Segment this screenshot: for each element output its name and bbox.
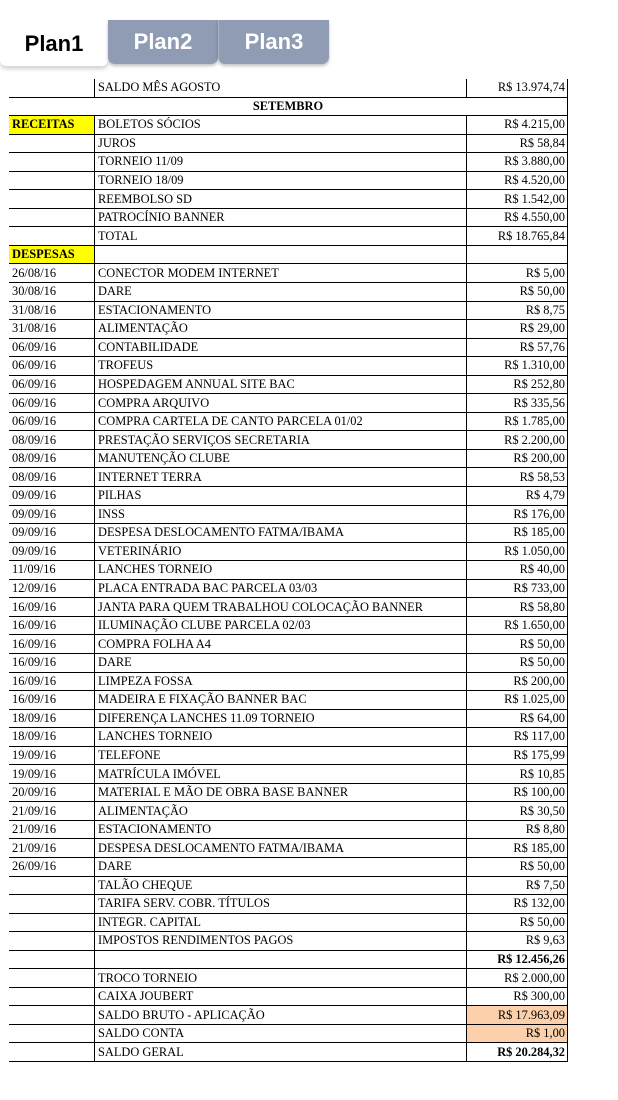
- table-row: [9, 357, 568, 376]
- table-row: [9, 171, 568, 190]
- table-row: [9, 524, 568, 543]
- despesa-desc[interactable]: MADEIRA E FIXAÇÃO BANNER BAC: [95, 691, 467, 710]
- cell[interactable]: [9, 1024, 95, 1043]
- footer-desc[interactable]: CAIXA JOUBERT: [95, 987, 467, 1006]
- table-row: [9, 79, 568, 97]
- despesa-value[interactable]: R$ 10,85: [467, 765, 568, 784]
- despesa-value[interactable]: R$ 8,80: [467, 820, 568, 839]
- despesa-desc[interactable]: DIFERENÇA LANCHES 11.09 TORNEIO: [95, 709, 467, 728]
- month-title[interactable]: SETEMBRO: [9, 97, 568, 116]
- receita-desc[interactable]: TORNEIO 11/09: [95, 153, 467, 172]
- despesa-desc[interactable]: JANTA PARA QUEM TRABALHOU COLOCAÇÃO BANNER: [95, 598, 467, 617]
- receita-value[interactable]: R$ 18.765,84: [467, 227, 568, 246]
- table-row: [9, 301, 568, 320]
- despesa-value[interactable]: R$ 733,00: [467, 579, 568, 598]
- despesa-desc[interactable]: PRESTAÇÃO SERVIÇOS SECRETARIA: [95, 431, 467, 450]
- despesa-value[interactable]: R$ 9,63: [467, 932, 568, 951]
- cell[interactable]: [9, 153, 95, 172]
- despesa-date[interactable]: 11/09/16: [9, 561, 95, 580]
- despesa-desc[interactable]: IMPOSTOS RENDIMENTOS PAGOS: [95, 932, 467, 951]
- table-row: [9, 412, 568, 431]
- despesa-value[interactable]: R$ 100,00: [467, 783, 568, 802]
- cell[interactable]: [9, 190, 95, 209]
- despesa-date[interactable]: 31/08/16: [9, 301, 95, 320]
- cell[interactable]: [9, 134, 95, 153]
- cell[interactable]: [9, 208, 95, 227]
- receita-value[interactable]: R$ 4.550,00: [467, 208, 568, 227]
- despesa-value[interactable]: R$ 176,00: [467, 505, 568, 524]
- despesa-date[interactable]: 09/09/16: [9, 505, 95, 524]
- despesa-value[interactable]: R$ 58,53: [467, 468, 568, 487]
- despesa-value[interactable]: R$ 117,00: [467, 728, 568, 747]
- despesa-date[interactable]: 06/09/16: [9, 357, 95, 376]
- despesa-desc[interactable]: DESPESA DESLOCAMENTO FATMA/IBAMA: [95, 524, 467, 543]
- despesa-desc[interactable]: INSS: [95, 505, 467, 524]
- saldo-agosto-value[interactable]: R$ 13.974,74: [467, 79, 568, 97]
- despesa-date[interactable]: 26/09/16: [9, 857, 95, 876]
- despesa-value[interactable]: R$ 50,00: [467, 283, 568, 302]
- table-row: [9, 598, 568, 617]
- despesa-date[interactable]: [9, 932, 95, 951]
- table-row: [9, 227, 568, 246]
- despesa-date[interactable]: 19/09/16: [9, 746, 95, 765]
- despesa-desc[interactable]: VETERINÁRIO: [95, 542, 467, 561]
- despesa-desc[interactable]: INTEGR. CAPITAL: [95, 913, 467, 932]
- despesa-date[interactable]: 09/09/16: [9, 487, 95, 506]
- table-row: [9, 579, 568, 598]
- table-row: [9, 394, 568, 413]
- despesa-date[interactable]: [9, 876, 95, 895]
- table-row: [9, 950, 568, 969]
- despesa-desc[interactable]: LIMPEZA FOSSA: [95, 672, 467, 691]
- table-row: [9, 709, 568, 728]
- despesa-date[interactable]: 16/09/16: [9, 635, 95, 654]
- receita-desc[interactable]: PATROCÍNIO BANNER: [95, 208, 467, 227]
- tab-plan1[interactable]: Plan1: [0, 22, 108, 66]
- table-row: [9, 746, 568, 765]
- despesa-value[interactable]: R$ 252,80: [467, 375, 568, 394]
- table-row: [9, 208, 568, 227]
- table-row: [9, 895, 568, 914]
- despesa-date[interactable]: 21/09/16: [9, 802, 95, 821]
- despesa-value[interactable]: R$ 1.050,00: [467, 542, 568, 561]
- table-row: [9, 635, 568, 654]
- tab-plan2[interactable]: Plan2: [108, 20, 218, 64]
- receita-value[interactable]: R$ 4.215,00: [467, 116, 568, 135]
- despesa-value[interactable]: R$ 1.650,00: [467, 616, 568, 635]
- despesa-date[interactable]: 26/08/16: [9, 264, 95, 283]
- despesa-date[interactable]: 19/09/16: [9, 765, 95, 784]
- tab-plan3[interactable]: Plan3: [218, 20, 329, 64]
- despesa-desc[interactable]: MATERIAL E MÃO DE OBRA BASE BANNER: [95, 783, 467, 802]
- table-row: [9, 116, 568, 135]
- despesa-value[interactable]: R$ 29,00: [467, 320, 568, 339]
- footer-value[interactable]: R$ 2.000,00: [467, 969, 568, 988]
- despesa-desc[interactable]: PLACA ENTRADA BAC PARCELA 03/03: [95, 579, 467, 598]
- sheet-tab-bar: [0, 0, 618, 70]
- despesa-date[interactable]: 09/09/16: [9, 524, 95, 543]
- table-row: [9, 691, 568, 710]
- despesas-label[interactable]: DESPESAS: [9, 245, 95, 264]
- table-row: [9, 1024, 568, 1043]
- despesa-desc[interactable]: TALÃO CHEQUE: [95, 876, 467, 895]
- despesa-date[interactable]: 18/09/16: [9, 709, 95, 728]
- receita-desc[interactable]: REEMBOLSO SD: [95, 190, 467, 209]
- cell[interactable]: [9, 950, 95, 969]
- cell[interactable]: [467, 245, 568, 264]
- cell[interactable]: [95, 245, 467, 264]
- despesa-value[interactable]: R$ 4,79: [467, 487, 568, 506]
- despesa-desc[interactable]: CONECTOR MODEM INTERNET: [95, 264, 467, 283]
- despesa-value[interactable]: R$ 40,00: [467, 561, 568, 580]
- despesa-date[interactable]: 16/09/16: [9, 616, 95, 635]
- despesa-desc[interactable]: INTERNET TERRA: [95, 468, 467, 487]
- despesa-desc[interactable]: COMPRA CARTELA DE CANTO PARCELA 01/02: [95, 412, 467, 431]
- despesa-desc[interactable]: TROFEUS: [95, 357, 467, 376]
- despesa-desc[interactable]: ESTACIONAMENTO: [95, 820, 467, 839]
- despesa-desc[interactable]: ALIMENTAÇÃO: [95, 320, 467, 339]
- table-row: [9, 449, 568, 468]
- despesa-date[interactable]: 08/09/16: [9, 468, 95, 487]
- table-row: [9, 375, 568, 394]
- despesa-value[interactable]: R$ 58,80: [467, 598, 568, 617]
- cell[interactable]: [9, 79, 95, 97]
- despesa-desc[interactable]: MANUTENÇÃO CLUBE: [95, 449, 467, 468]
- despesa-date[interactable]: 06/09/16: [9, 412, 95, 431]
- footer-value[interactable]: R$ 300,00: [467, 987, 568, 1006]
- table-row: [9, 264, 568, 283]
- table-row: [9, 431, 568, 450]
- table-row: [9, 1006, 568, 1025]
- despesa-value[interactable]: R$ 5,00: [467, 264, 568, 283]
- table-row: [9, 616, 568, 635]
- table-row: [9, 134, 568, 153]
- table-row: [9, 542, 568, 561]
- receita-value[interactable]: R$ 58,84: [467, 134, 568, 153]
- despesa-desc[interactable]: COMPRA FOLHA A4: [95, 635, 467, 654]
- despesa-desc[interactable]: TARIFA SERV. COBR. TÍTULOS: [95, 895, 467, 914]
- despesa-desc[interactable]: MATRÍCULA IMÓVEL: [95, 765, 467, 784]
- despesa-value[interactable]: R$ 1.025,00: [467, 691, 568, 710]
- despesa-desc[interactable]: HOSPEDAGEM ANNUAL SITE BAC: [95, 375, 467, 394]
- table-row: [9, 987, 568, 1006]
- table-row: [9, 338, 568, 357]
- despesa-date[interactable]: [9, 895, 95, 914]
- despesa-desc[interactable]: LANCHES TORNEIO: [95, 561, 467, 580]
- despesa-desc[interactable]: COMPRA ARQUIVO: [95, 394, 467, 413]
- table-row: [9, 561, 568, 580]
- table-row: [9, 765, 568, 784]
- cell[interactable]: [9, 987, 95, 1006]
- despesa-value[interactable]: R$ 132,00: [467, 895, 568, 914]
- footer-value[interactable]: R$ 1,00: [467, 1024, 568, 1043]
- despesa-value[interactable]: R$ 1.310,00: [467, 357, 568, 376]
- spreadsheet-table: [9, 79, 568, 1062]
- despesa-desc[interactable]: DARE: [95, 857, 467, 876]
- footer-value[interactable]: R$ 20.284,32: [467, 1043, 568, 1062]
- table-row: [9, 876, 568, 895]
- despesa-value[interactable]: R$ 200,00: [467, 449, 568, 468]
- despesa-value[interactable]: R$ 335,56: [467, 394, 568, 413]
- despesa-date[interactable]: 18/09/16: [9, 728, 95, 747]
- table-row: [9, 153, 568, 172]
- table-row: [9, 857, 568, 876]
- despesa-value[interactable]: R$ 7,50: [467, 876, 568, 895]
- despesa-date[interactable]: 08/09/16: [9, 431, 95, 450]
- despesa-date[interactable]: 16/09/16: [9, 653, 95, 672]
- cell[interactable]: [95, 950, 467, 969]
- table-row: [9, 969, 568, 988]
- table-row: [9, 839, 568, 858]
- receita-desc[interactable]: JUROS: [95, 134, 467, 153]
- cell[interactable]: [9, 969, 95, 988]
- footer-desc[interactable]: SALDO GERAL: [95, 1043, 467, 1062]
- footer-desc[interactable]: TROCO TORNEIO: [95, 969, 467, 988]
- despesa-value[interactable]: R$ 8,75: [467, 301, 568, 320]
- receita-value[interactable]: R$ 4.520,00: [467, 171, 568, 190]
- table-row: [9, 802, 568, 821]
- despesa-date[interactable]: 30/08/16: [9, 283, 95, 302]
- despesa-value[interactable]: R$ 50,00: [467, 857, 568, 876]
- despesa-value[interactable]: R$ 1.785,00: [467, 412, 568, 431]
- receita-value[interactable]: R$ 3.880,00: [467, 153, 568, 172]
- cell[interactable]: [9, 227, 95, 246]
- receita-desc[interactable]: BOLETOS SÓCIOS: [95, 116, 467, 135]
- table-row: [9, 320, 568, 339]
- table-row: [9, 245, 568, 264]
- table-row: [9, 728, 568, 747]
- table-row: [9, 932, 568, 951]
- despesa-date[interactable]: 21/09/16: [9, 839, 95, 858]
- despesa-date[interactable]: 08/09/16: [9, 449, 95, 468]
- cell[interactable]: [9, 171, 95, 190]
- saldo-agosto-label[interactable]: SALDO MÊS AGOSTO: [95, 79, 467, 97]
- despesa-date[interactable]: 06/09/16: [9, 394, 95, 413]
- table-row: [9, 672, 568, 691]
- despesa-date[interactable]: 20/09/16: [9, 783, 95, 802]
- despesa-date[interactable]: 06/09/16: [9, 338, 95, 357]
- table-row: [9, 820, 568, 839]
- cell[interactable]: [9, 1006, 95, 1025]
- table-row: [9, 913, 568, 932]
- despesa-date[interactable]: 09/09/16: [9, 542, 95, 561]
- table-row: [9, 1043, 568, 1062]
- despesa-value[interactable]: R$ 64,00: [467, 709, 568, 728]
- despesa-date[interactable]: 16/09/16: [9, 672, 95, 691]
- despesa-value[interactable]: R$ 175,99: [467, 746, 568, 765]
- table-row: [9, 783, 568, 802]
- despesa-value[interactable]: R$ 50,00: [467, 913, 568, 932]
- table-row: [9, 283, 568, 302]
- footer-value[interactable]: R$ 17.963,09: [467, 1006, 568, 1025]
- table-row: [9, 468, 568, 487]
- despesa-desc[interactable]: CONTABILIDADE: [95, 338, 467, 357]
- despesa-value[interactable]: R$ 2.200,00: [467, 431, 568, 450]
- table-row: [9, 653, 568, 672]
- despesa-desc[interactable]: DARE: [95, 283, 467, 302]
- footer-desc[interactable]: SALDO CONTA: [95, 1024, 467, 1043]
- despesa-value[interactable]: R$ 50,00: [467, 635, 568, 654]
- despesa-desc[interactable]: ALIMENTAÇÃO: [95, 802, 467, 821]
- receita-value[interactable]: R$ 1.542,00: [467, 190, 568, 209]
- despesa-desc[interactable]: ESTACIONAMENTO: [95, 301, 467, 320]
- despesa-date[interactable]: 12/09/16: [9, 579, 95, 598]
- despesa-value[interactable]: R$ 185,00: [467, 839, 568, 858]
- despesa-date[interactable]: [9, 913, 95, 932]
- table-row: [9, 487, 568, 506]
- despesa-desc[interactable]: PILHAS: [95, 487, 467, 506]
- table-row: [9, 97, 568, 116]
- despesa-date[interactable]: 16/09/16: [9, 598, 95, 617]
- table-row: [9, 190, 568, 209]
- despesa-value[interactable]: R$ 57,76: [467, 338, 568, 357]
- despesa-desc[interactable]: DESPESA DESLOCAMENTO FATMA/IBAMA: [95, 839, 467, 858]
- receita-desc[interactable]: TOTAL: [95, 227, 467, 246]
- receitas-label[interactable]: RECEITAS: [9, 116, 95, 135]
- despesas-total[interactable]: R$ 12.456,26: [467, 950, 568, 969]
- despesa-desc[interactable]: ILUMINAÇÃO CLUBE PARCELA 02/03: [95, 616, 467, 635]
- despesa-date[interactable]: 21/09/16: [9, 820, 95, 839]
- receita-desc[interactable]: TORNEIO 18/09: [95, 171, 467, 190]
- despesa-value[interactable]: R$ 200,00: [467, 672, 568, 691]
- despesa-desc[interactable]: DARE: [95, 653, 467, 672]
- despesa-date[interactable]: 31/08/16: [9, 320, 95, 339]
- despesa-value[interactable]: R$ 50,00: [467, 653, 568, 672]
- cell[interactable]: [9, 1043, 95, 1062]
- footer-desc[interactable]: SALDO BRUTO - APLICAÇÃO: [95, 1006, 467, 1025]
- despesa-date[interactable]: 06/09/16: [9, 375, 95, 394]
- table-row: [9, 505, 568, 524]
- despesa-desc[interactable]: LANCHES TORNEIO: [95, 728, 467, 747]
- despesa-desc[interactable]: TELEFONE: [95, 746, 467, 765]
- despesa-date[interactable]: 16/09/16: [9, 691, 95, 710]
- despesa-value[interactable]: R$ 30,50: [467, 802, 568, 821]
- despesa-value[interactable]: R$ 185,00: [467, 524, 568, 543]
